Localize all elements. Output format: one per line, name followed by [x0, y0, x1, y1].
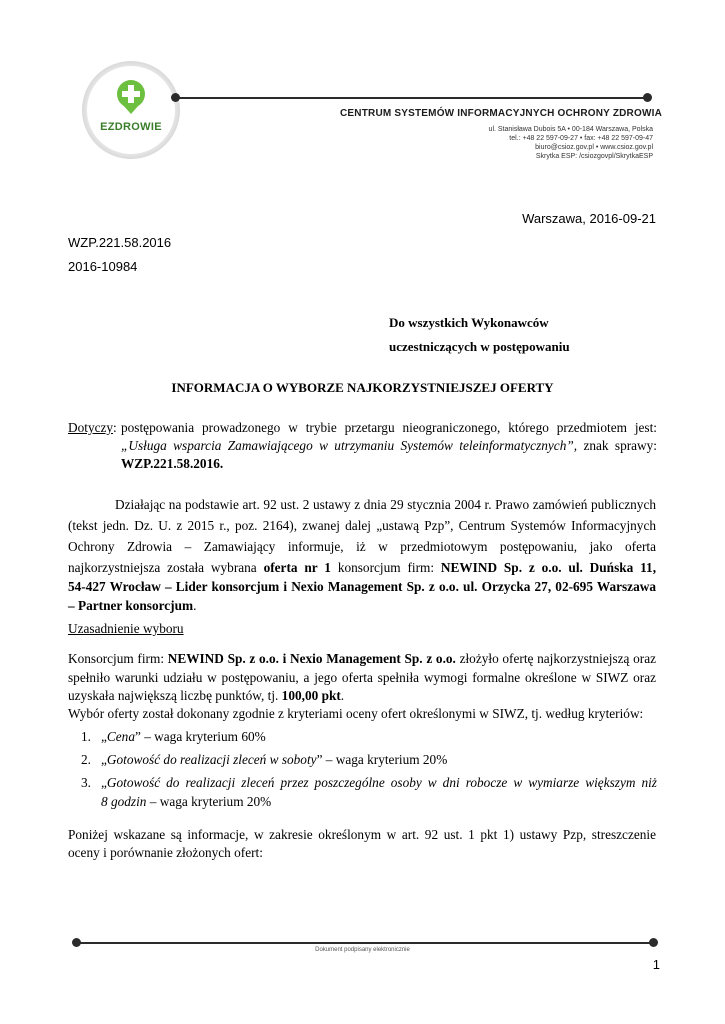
criterion-number: 3. — [81, 775, 91, 790]
addressee-line-2: uczestniczących w postępowaniu — [389, 339, 570, 354]
para1-line-5: 54-427 Wrocław – Lider konsorcjum i Nexio Management Sp. z o.o. ul. Orzycka 27, 02-695 Warszawa — [68, 579, 656, 594]
logo-emblem — [80, 60, 182, 160]
addressee-line-1: Do wszystkich Wykonawców — [389, 315, 549, 330]
e-signature-note: Dokument podpisany elektronicznie — [315, 947, 410, 953]
para1-line-4 — [68, 558, 656, 577]
criterion-weight: – waga kryterium 20% — [146, 794, 272, 809]
para1-line-1: Działając na podstawie art. 92 ust. 2 ustawy z dnia 29 stycznia 2004 r. Prawo zamówień publicznych — [115, 497, 656, 512]
criterion-name: Gotowość do realizacji zleceń przez poszczególne osoby w dni robocze w wymiarze większym niż — [106, 775, 657, 790]
closing-line-2: oceny i porównanie złożonych ofert: — [68, 845, 263, 860]
subject-line-1: postępowania prowadzonego w trybie przetargu nieograniczonego, którego przedmiotem jest: — [121, 420, 657, 435]
email-line: biuro@csioz.gov.pl • www.csioz.gov.pl — [535, 144, 653, 151]
header-rule — [176, 97, 648, 99]
criterion-name-cont: 8 godzin — [101, 794, 147, 809]
just-text-a: Konsorcjum firm: — [68, 651, 165, 666]
place-date: Warszawa, 2016-09-21 — [522, 211, 656, 226]
winning-consortium: NEWIND Sp. z o.o. i Nexio Management Sp. z o.o. — [167, 651, 456, 666]
partner-role: – Partner konsorcjum — [68, 598, 194, 613]
criterion-item — [81, 727, 657, 750]
footer-rule-dot-right — [649, 938, 658, 947]
justification-line-2: spełniło warunki udziału w postępowaniu, a jego oferta spełniła wymogi formalne określone w SIWZ oraz — [68, 670, 656, 685]
quote-open: „ — [101, 775, 107, 790]
registry-number: 2016-10984 — [68, 259, 138, 274]
logo-text: EZDROWIE — [100, 121, 162, 133]
criterion-name: Gotowość do realizacji zleceń w soboty — [106, 752, 317, 767]
just-text-c: złożyło ofertę najkorzystniejszą oraz — [459, 651, 656, 666]
subject-label: Dotyczy: — [68, 420, 117, 435]
para1-text-c: konsorcjum firm: — [337, 560, 435, 575]
criterion-name-line-2 — [101, 792, 657, 811]
criteria-list — [81, 727, 657, 811]
para1-line-2: (tekst jedn. Dz. U. z 2015 r., poz. 2164), zwanej dalej „ustawą Pzp”, Centrum Systemów Informacyjnych — [68, 518, 656, 533]
subject-line-2 — [121, 436, 657, 455]
offer-number: oferta nr 1 — [263, 560, 331, 575]
justification-heading: Uzasadnienie wyboru — [68, 621, 184, 636]
just-points-label: uzyskała największą liczbę punktów, tj. — [68, 688, 279, 703]
leader-company: NEWIND Sp. z o.o. ul. Duńska 11, — [440, 560, 657, 575]
footer-rule — [77, 942, 654, 944]
address-line: ul. Stanisława Dubois 5A • 00-184 Warszawa, Polska — [488, 126, 653, 133]
contract-name: „Usługa wsparcia Zamawiającego w utrzymaniu Systemów teleinformatycznych”, — [121, 438, 578, 453]
quote-open: „ — [101, 752, 107, 767]
header-rule-dot-right — [643, 93, 652, 102]
quote-open: „ — [101, 729, 107, 744]
reference-number: WZP.221.58.2016 — [68, 235, 172, 250]
phone-line: tel.: +48 22 597-09-27 • fax: +48 22 597-09-47 — [509, 135, 653, 142]
criterion-weight: ” – waga kryterium 20% — [316, 752, 448, 767]
criterion-name-line-1 — [101, 773, 657, 792]
document-title: INFORMACJA O WYBORZE NAJKORZYSTNIEJSZEJ OFERTY — [171, 380, 554, 395]
para1-text-a: najkorzystniejsza została wybrana — [68, 560, 257, 575]
justification-line-1 — [68, 649, 656, 668]
subject-label-text: Dotyczy — [68, 420, 114, 435]
para1-line-6 — [68, 596, 196, 615]
criterion-number: 2. — [81, 752, 91, 767]
ezdrowie-logo — [80, 60, 182, 160]
organization-name: CENTRUM SYSTEMÓW INFORMACYJNYCH OCHRONY ZDROWIA — [340, 108, 662, 119]
justification-line-3 — [68, 686, 344, 705]
criterion-item — [81, 773, 657, 811]
criterion-item — [81, 750, 657, 773]
just-period: . — [340, 688, 345, 703]
closing-line-1: Poniżej wskazane są informacje, w zakresie określonym w art. 92 ust. 1 pkt 1) ustawy Pzp, streszczenie — [68, 827, 656, 842]
page-number: 1 — [652, 957, 660, 972]
para1-period: . — [193, 598, 197, 613]
esp-line: Skrytka ESP: /csiozgovpl/SkrytkaESP — [535, 153, 653, 160]
criterion-number: 1. — [81, 729, 91, 744]
criterion-name: Cena — [106, 729, 135, 744]
criterion-weight: ” – waga kryterium 60% — [134, 729, 266, 744]
case-label: znak sprawy: — [583, 438, 657, 453]
points-score: 100,00 pkt — [281, 688, 341, 703]
case-number: WZP.221.58.2016. — [121, 456, 224, 471]
para1-line-3: Ochrony Zdrowia – Zamawiający informuje, iż w przedmiotowym postępowaniu, jako oferta — [68, 539, 656, 554]
justification-line-4: Wybór oferty został dokonany zgodnie z kryteriami oceny ofert określonymi w SIWZ, tj. według kryteriów: — [68, 706, 644, 721]
